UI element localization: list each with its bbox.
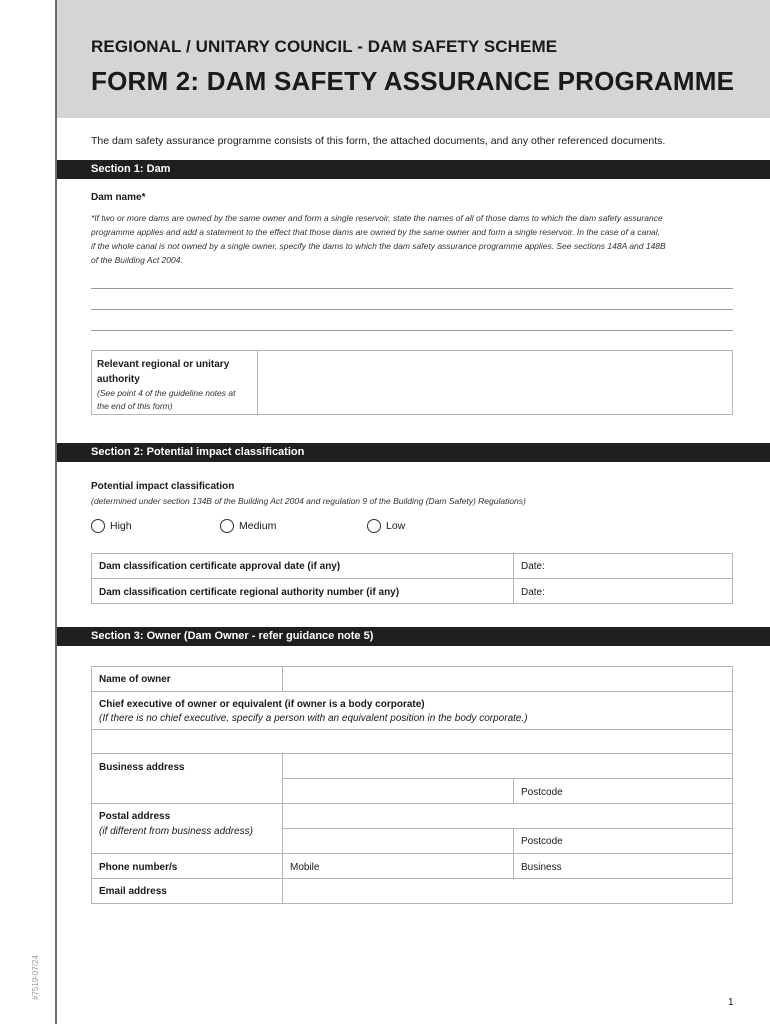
radio-high-label: High bbox=[110, 520, 132, 532]
owner-name-input[interactable] bbox=[283, 667, 732, 690]
pic-note: (determined under section 134B of the Building Act 2004 and regulation 9 of the Building (Dam Safety) Regulations) bbox=[91, 496, 526, 506]
authority-input[interactable] bbox=[258, 351, 732, 414]
postal-address-note: (if different from business address) bbox=[99, 826, 253, 837]
email-label: Email address bbox=[99, 886, 167, 897]
authority-note-line: the end of this form) bbox=[97, 401, 173, 411]
authority-label bbox=[97, 357, 229, 387]
owner-row-divider bbox=[282, 778, 733, 779]
owner-row-divider bbox=[282, 828, 733, 829]
radio-low[interactable] bbox=[367, 519, 405, 533]
email-input[interactable] bbox=[283, 879, 732, 903]
section-2-heading: Section 2: Potential impact classification bbox=[57, 443, 770, 462]
dam-name-note bbox=[91, 211, 741, 267]
approval-date-field[interactable]: Date: bbox=[521, 561, 545, 572]
radio-medium[interactable] bbox=[220, 519, 276, 533]
approval-date-label: Dam classification certificate approval date (if any) bbox=[99, 561, 341, 572]
form-header bbox=[57, 0, 770, 118]
business-address-label: Business address bbox=[99, 762, 185, 773]
radio-medium-label: Medium bbox=[239, 520, 277, 532]
radio-high[interactable] bbox=[91, 519, 132, 533]
dam-name-label: Dam name* bbox=[91, 192, 146, 203]
form-code: #7519-07/24 bbox=[31, 955, 40, 1000]
dam-name-note-line: of the Building Act 2004. bbox=[91, 255, 183, 265]
postal-postcode-field[interactable]: Postcode bbox=[521, 836, 563, 847]
business-phone-field[interactable]: Business bbox=[521, 862, 562, 873]
radio-circle-icon[interactable] bbox=[220, 519, 234, 533]
scheme-title: REGIONAL / UNITARY COUNCIL - DAM SAFETY SCHEME bbox=[91, 37, 558, 56]
section-3-heading: Section 3: Owner (Dam Owner - refer guidance note 5) bbox=[57, 627, 770, 646]
classification-col-divider bbox=[513, 553, 514, 604]
authority-label-line: Relevant regional or unitary bbox=[97, 359, 230, 370]
section-1-heading: Section 1: Dam bbox=[57, 160, 770, 179]
chief-executive-label: Chief executive of owner or equivalent (if owner is a body corporate) bbox=[99, 699, 425, 710]
authority-note bbox=[97, 387, 235, 413]
radio-low-label: Low bbox=[386, 520, 406, 532]
dam-name-line-1[interactable] bbox=[91, 288, 733, 289]
chief-executive-input[interactable] bbox=[92, 730, 732, 752]
dam-name-line-3[interactable] bbox=[91, 330, 733, 331]
owner-col-divider bbox=[513, 778, 514, 803]
radio-circle-icon[interactable] bbox=[367, 519, 381, 533]
page-number: 1 bbox=[728, 997, 734, 1008]
dam-name-note-line: *If two or more dams are owned by the same owner and form a single reservoir, state the names of all of those dams to which the dam safety assurance bbox=[91, 213, 663, 223]
owner-name-label: Name of owner bbox=[99, 674, 171, 685]
phone-label: Phone number/s bbox=[99, 862, 178, 873]
chief-executive-note: (If there is no chief executive, specify a person with an equivalent position in the body corporate.) bbox=[99, 713, 528, 724]
business-address-input[interactable] bbox=[283, 754, 732, 777]
authority-number-label: Dam classification certificate regional authority number (if any) bbox=[99, 587, 400, 598]
pic-label: Potential impact classification bbox=[91, 481, 235, 492]
dam-name-note-line: if the whole canal is not owned by a single owner, specify the dams to which the dam safety assurance programme applies. See sections 148A and 148B bbox=[91, 241, 666, 251]
owner-row-divider bbox=[91, 853, 733, 854]
left-margin-rule bbox=[55, 0, 57, 1024]
radio-circle-icon[interactable] bbox=[91, 519, 105, 533]
business-postcode-field[interactable]: Postcode bbox=[521, 787, 563, 798]
owner-row-divider bbox=[91, 691, 733, 692]
postal-address-label: Postal address bbox=[99, 811, 171, 822]
intro-text: The dam safety assurance programme consists of this form, the attached documents, and any other referenced documents. bbox=[91, 135, 666, 147]
owner-col-divider bbox=[513, 828, 514, 878]
authority-note-line: (See point 4 of the guideline notes at bbox=[97, 388, 236, 398]
authority-label-line: authority bbox=[97, 374, 140, 385]
form-title: FORM 2: DAM SAFETY ASSURANCE PROGRAMME bbox=[91, 66, 735, 96]
postal-address-input[interactable] bbox=[283, 804, 732, 827]
dam-name-line-2[interactable] bbox=[91, 309, 733, 310]
classification-row-divider bbox=[91, 578, 733, 579]
mobile-phone-field[interactable]: Mobile bbox=[290, 862, 320, 873]
authority-number-field[interactable]: Date: bbox=[521, 587, 545, 598]
dam-name-note-line: programme applies and add a statement to the effect that those dams are owned by the same owner and form a single reservoir. In the case of a canal, bbox=[91, 227, 661, 237]
